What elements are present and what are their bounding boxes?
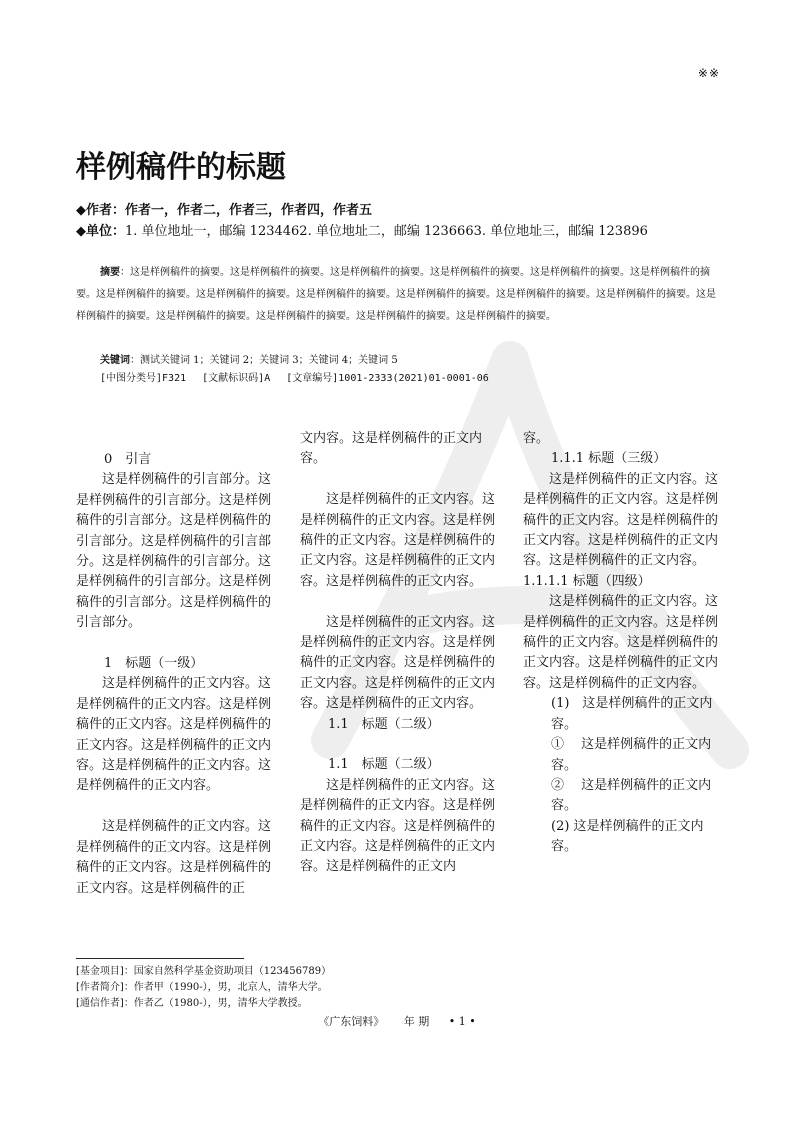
journal-name: 《广东饲料》 bbox=[318, 1015, 385, 1028]
affiliation-label: ◆单位： bbox=[76, 224, 125, 239]
article-title: 样例稿件的标题 bbox=[76, 150, 286, 185]
header-mark: ※※ bbox=[697, 66, 720, 80]
footnotes bbox=[76, 964, 331, 1012]
classification-line bbox=[100, 369, 499, 384]
keywords-label: 关键词 bbox=[100, 355, 130, 366]
body-paragraph: 这是样例稿件的正文内容。这是样例稿件的正文内容。这是样例稿件的正文内容。这是样例稿件的正文内容。这是样例稿件的正文内容。这是样例稿件的正文内 bbox=[300, 777, 496, 875]
footnote-correspondence: [通信作者]：作者乙（1980-），男，清华大学教授。 bbox=[76, 998, 308, 1009]
section-heading-1-1-1: 1.1.1 标题（三级） bbox=[551, 451, 667, 467]
body-paragraph: 这是样例稿件的正文内容。这是样例稿件的正文内容。这是样例稿件的正文内容。这是样例稿件的正文内容。这是样例稿件的正文内容。这是样例稿件的正文内容。 bbox=[300, 614, 496, 712]
intro-paragraph: 这是样例稿件的引言部分。这是样例稿件的引言部分。这是样例稿件的引言部分。这是样例稿件的引言部分。这是样例稿件的引言部分。这是样例稿件的引言部分。这是样例稿件的引言部分。这是样例稿件的引言部分。这是样例稿件的引言部分。 bbox=[76, 472, 272, 631]
document-code: [文献标识码]A bbox=[202, 373, 271, 384]
list-item: ① 这是样例稿件的正文内容。 bbox=[551, 737, 712, 773]
keywords bbox=[100, 351, 398, 366]
section-heading-1-1: 1.1 标题（二级） bbox=[328, 716, 440, 732]
list-item: ② 这是样例稿件的正文内容。 bbox=[551, 777, 712, 814]
abstract bbox=[76, 262, 718, 328]
affiliation-text: 1. 单位地址一，邮编 1234462. 单位地址二，邮编 1236663. 单位地址三，邮编 123896 bbox=[125, 224, 648, 239]
section-heading-1-1-1-1: 1.1.1.1 标题（四级） bbox=[523, 573, 651, 589]
abstract-text: ：这是样例稿件的摘要。这是样例稿件的摘要。这是样例稿件的摘要。这是样例稿件的摘要。这是样例稿件的摘要。这是样例稿件的摘要。这是样例稿件的摘要。这是样例稿件的摘要。这是样例稿件的摘要。这是样例稿件的摘要。这是样例稿件的摘要。这是样例稿件的摘要。这是样例稿件的摘要。这是样例稿件的摘要。这是样例稿件的摘要。这是样例稿件的摘要。这是样例稿件的摘要。 bbox=[76, 267, 716, 322]
list-item: (1) 这是样例稿件的正文内容。 bbox=[551, 696, 713, 732]
section-heading-1: 1 标题（一级） bbox=[104, 656, 204, 672]
clc-number: [中图分类号]F321 bbox=[100, 373, 187, 384]
article-number: [文章编号]1001-2333(2021)01-0001-06 bbox=[286, 373, 489, 384]
body-column-2 bbox=[300, 429, 500, 878]
footnote-divider bbox=[76, 958, 244, 959]
section-heading-1-1: 1.1 标题（二级） bbox=[328, 757, 440, 773]
body-paragraph: 这是样例稿件的正文内容。这是样例稿件的正文内容。这是样例稿件的正文内容。这是样例稿件的正文内容。这是样例稿件的正文内容。这是样例稿件的正文内容。 bbox=[523, 471, 719, 569]
body-paragraph: 这是样例稿件的正文内容。这是样例稿件的正文内容。这是样例稿件的正文内容。这是样例稿件的正文内容。这是样例稿件的正文内容。这是样例稿件的正文内容。这是样例稿件的正文内容。 bbox=[76, 676, 272, 794]
body-paragraph-continued: 容。 bbox=[523, 431, 550, 446]
page-number: • 1 • bbox=[448, 1015, 476, 1028]
body-column-1 bbox=[76, 450, 276, 899]
body-column-3 bbox=[523, 429, 723, 858]
list-item: (2) 这是样例稿件的正文内容。 bbox=[551, 818, 704, 855]
body-paragraph-continued: 文内容。这是样例稿件的正文内容。 bbox=[300, 431, 483, 467]
page-footer bbox=[0, 1013, 794, 1029]
abstract-label: 摘要 bbox=[100, 267, 120, 278]
year-issue: 年 期 bbox=[403, 1015, 430, 1028]
body-paragraph: 这是样例稿件的正文内容。这是样例稿件的正文内容。这是样例稿件的正文内容。这是样例稿件的正文内容。这是样例稿件的正文内容。这是样例稿件的正文内容。 bbox=[523, 594, 719, 691]
footnote-author: [作者简介]：作者甲（1990-），男，北京人，清华大学。 bbox=[76, 982, 328, 993]
affiliation-line bbox=[76, 220, 648, 239]
author-line: ◆作者：作者一，作者二，作者三，作者四，作者五 bbox=[76, 203, 372, 218]
body-paragraph: 这是样例稿件的正文内容。这是样例稿件的正文内容。这是样例稿件的正文内容。这是样例稿件的正文内容。这是样例稿件的正 bbox=[76, 819, 272, 896]
section-heading-intro: 0 引言 bbox=[104, 452, 152, 467]
body-paragraph: 这是样例稿件的正文内容。这是样例稿件的正文内容。这是样例稿件的正文内容。这是样例稿件的正文内容。这是样例稿件的正文内容。这是样例稿件的正文内容。 bbox=[300, 492, 496, 589]
keywords-text: ：测试关键词 1；关键词 2；关键词 3；关键词 4；关键词 5 bbox=[130, 355, 398, 366]
footnote-fund: [基金项目]：国家自然科学基金资助项目（123456789） bbox=[76, 966, 332, 977]
